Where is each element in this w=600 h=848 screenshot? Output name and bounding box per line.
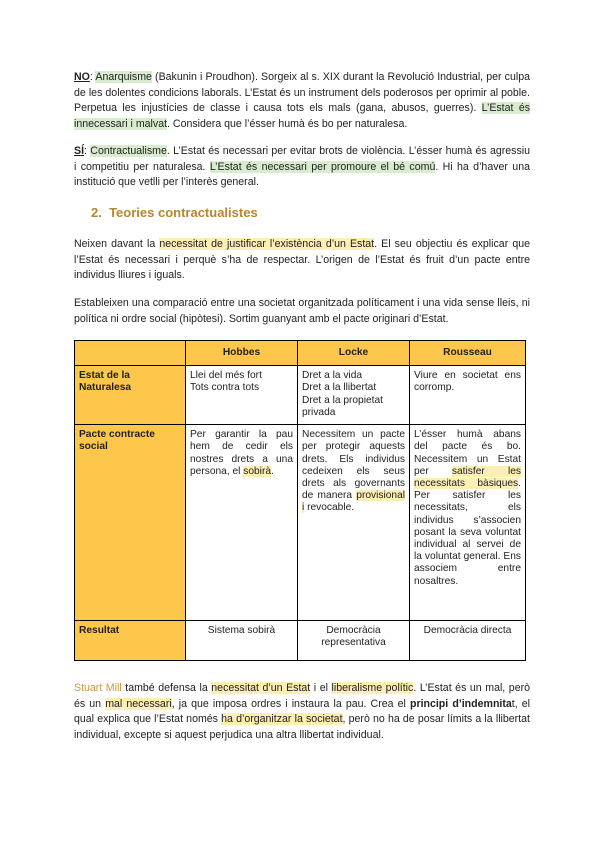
cell-hobbes: Per garantir la pau hem de cedir els nostres drets a una persona, el sobirà. bbox=[186, 425, 298, 621]
cell-rousseau: Viure en societat ens corromp. bbox=[410, 366, 526, 425]
intro-paragraph: Neixen davant la necessitat de justificar l’existència d’un Estat. El seu objectiu és explicar que l’Estat és necessari i perquè s’ha de respectar. L’origen de l’Estat és fruit d’un pacte entre individus lliures i iguals. bbox=[74, 238, 530, 281]
si-paragraph: SÍ: Contractualisme. L’Estat és necessari per evitar brots de violència. L’ésser humà és agressiu i competitiu per naturalesa. L’Estat és necessari per promoure el bé comú. Hi ha d’haver una institució que vetlli per l’interès general. bbox=[74, 145, 530, 188]
no-label: NO bbox=[74, 71, 90, 83]
header-locke: Locke bbox=[298, 341, 410, 366]
cell-locke: Necessitem un pacte per protegir aquests drets. Els individus cedeixen els seus drets als governants de manera provisional i revocable. bbox=[298, 425, 410, 621]
cell-locke: Democràcia representativa bbox=[298, 621, 410, 661]
justify-highlight: necessitat de justificar l’existència d’un Estat bbox=[159, 238, 375, 250]
row-label: Estat de la Naturalesa bbox=[75, 366, 186, 425]
row-label: Pacte contracte social bbox=[75, 425, 186, 621]
table-corner bbox=[75, 341, 186, 366]
cell-hobbes: Sistema sobirà bbox=[186, 621, 298, 661]
theories-table bbox=[74, 340, 526, 661]
table-row bbox=[75, 366, 526, 425]
table-row bbox=[75, 425, 526, 621]
header-hobbes: Hobbes bbox=[186, 341, 298, 366]
sobira-highlight: sobirà bbox=[243, 465, 271, 477]
no-paragraph: NO: Anarquisme (Bakunin i Proudhon). Sorgeix al s. XIX durant la Revolució Industrial, per culpa de les dolentes condicions laborals. L’Estat és un instrument dels poderosos per oprimir al poble. Perpetua les injustícies de classe i causa tots els mals (gana, abusos, guerres). L’Estat és innecessari i malvat. Considera que l’ésser humà és bo per naturalesa. bbox=[74, 71, 531, 130]
si-label: SÍ bbox=[74, 145, 85, 157]
anarquisme-term: Anarquisme bbox=[95, 71, 152, 83]
necessitats-highlight: satisfer les necessitats bàsiques bbox=[414, 465, 521, 490]
si-highlight: L’Estat és necessari per promoure el bé comú bbox=[209, 160, 436, 173]
cell-rousseau: L’ésser humà abans del pacte és bo. Necessitem un Estat per satisfer les necessitats bàsiques. Per satisfer les necessitats, els individus s’associen posant la seva voluntat individual al servei de la voluntat general. Ens associem entre nosaltres. bbox=[410, 425, 526, 621]
mill-paragraph: Stuart Mill també defensa la necessitat d’un Estat i el liberalisme polític. L’Estat és un mal, però és un mal necessari, ja que imposa ordres i instaura la pau. Crea el principi d’indemnitat, el qual explica que l’Estat només ha d’organitzar la societat, però no ha de posar límits a la llibertat individual, excepte si aquest perjudica una altra llibertat individual. bbox=[74, 682, 531, 741]
stuart-mill-name: Stuart Mill bbox=[74, 682, 122, 694]
cell-rousseau: Democràcia directa bbox=[410, 621, 526, 661]
no-highlight: L’Estat és innecessari i malvat bbox=[74, 102, 531, 130]
comparison-paragraph: Estableixen una comparació entre una societat organitzada políticament i una vida sense lleis, ni política ni ordre social (hipòtesi). Sortim guanyant amb el pacte originari d’Estat. bbox=[74, 297, 530, 325]
section-heading: 2. Teories contractualistes bbox=[91, 205, 258, 220]
table-header-row bbox=[75, 341, 526, 366]
row-label: Resultat bbox=[75, 621, 186, 661]
contractualisme-term: Contractualisme bbox=[90, 145, 167, 157]
cell-hobbes: Llei del més fort Tots contra tots bbox=[186, 366, 298, 425]
provisional-highlight: provisional i bbox=[302, 490, 405, 514]
table-row bbox=[75, 621, 526, 661]
cell-locke: Dret a la vida Dret a la llibertat Dret a la propietat privada bbox=[298, 366, 410, 425]
header-rousseau: Rousseau bbox=[410, 341, 526, 366]
